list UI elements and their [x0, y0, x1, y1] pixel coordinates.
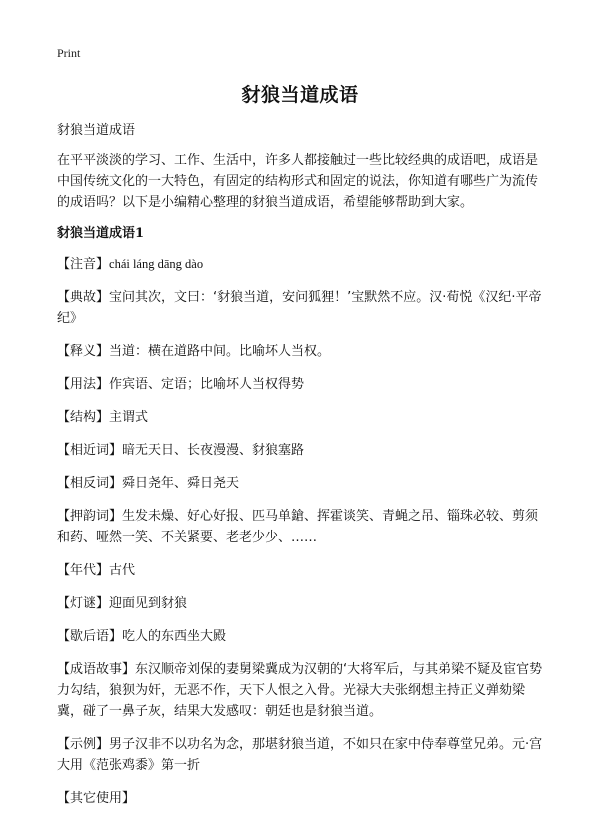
entry-value: 古代	[109, 563, 136, 578]
entry-value: 男子汉非不以功名为念，那堪豺狼当道，不如只在家中侍奉尊堂兄弟。元·宫大用《范张鸡黍》第一折	[57, 737, 543, 773]
entry-example	[57, 734, 545, 776]
entry-value: 舜日尧年、舜日尧天	[122, 476, 240, 491]
entry-era	[57, 560, 545, 581]
entry-label: 【典故】	[57, 290, 110, 305]
entry-value: 迎面见到豺狼	[109, 596, 188, 611]
intro-paragraph: 在平平淡淡的学习、工作、生活中，许多人都接触过一些比较经典的成语吧，成语是中国传统文化的一大特色，有固定的结构形式和固定的说法，你知道有哪些广为流传的成语吗？以下是小编精心整理的豺狼当道成语，希望能够帮助到大家。	[57, 153, 539, 210]
entry-label: 【成语故事】	[57, 662, 136, 677]
entry-value: 东汉顺帝刘保的妻舅梁冀成为汉朝的‘大将军后，与其弟梁不疑及宦官势力勾结，狼狈为奸，无恶不作，天下人恨之入骨。光禄大夫张纲想主持正义弹劾梁冀，碰了一鼻子灰，结果大发感叹：朝廷也是豺狼当道。	[57, 662, 543, 719]
entry-label: 【年代】	[57, 563, 110, 578]
entry-structure	[57, 407, 545, 428]
entry-definition	[57, 341, 545, 362]
page-title: 豺狼当道成语	[241, 84, 359, 106]
article-subtitle: 豺狼当道成语	[57, 123, 136, 138]
entry-value: 生发未燥、好心好报、匹马单鎗、挥霍谈笑、青蝇之吊、锱珠必较、剪须和药、哑然一笑、不关紧要、老老少少、……	[57, 509, 539, 545]
print-link[interactable]: Print	[57, 46, 81, 60]
entry-label: 【歇后语】	[57, 629, 123, 644]
entry-other-usage	[57, 788, 545, 809]
entry-allusion	[57, 287, 545, 329]
article-body	[57, 120, 545, 821]
entry-value: 当道：横在道路中间。比喻坏人当权。	[109, 344, 331, 359]
entry-antonyms	[57, 473, 545, 494]
entry-xiehouyu	[57, 626, 545, 647]
entry-story	[57, 659, 545, 722]
entry-label: 【注音】	[57, 257, 110, 272]
entry-label: 【相近词】	[57, 443, 123, 458]
entry-rhymes	[57, 506, 545, 548]
entry-value: 宝问其次，文曰：‘豺狼当道，安问狐狸！’宝默然不应。汉·荀悦《汉纪·平帝纪》	[57, 290, 542, 326]
entry-label: 【灯谜】	[57, 596, 110, 611]
entry-value: 吃人的东西坐大殿	[122, 629, 227, 644]
section-heading: 豺狼当道成语1	[57, 226, 145, 241]
entry-label: 【示例】	[57, 737, 110, 752]
entry-label: 【押韵词】	[57, 509, 123, 524]
entry-value: chái láng dāng dào	[109, 257, 204, 271]
entry-pronunciation	[57, 254, 545, 275]
entry-value: 作宾语、定语；比喻坏人当权得势	[109, 377, 305, 392]
entry-label: 【用法】	[57, 377, 110, 392]
entry-label: 【其它使用】	[57, 791, 136, 806]
entry-value: 暗无天日、长夜漫漫、豺狼塞路	[122, 443, 305, 458]
entry-label: 【相反词】	[57, 476, 123, 491]
entry-label: 【释义】	[57, 344, 110, 359]
entry-value: 主谓式	[109, 410, 149, 425]
entry-synonyms	[57, 440, 545, 461]
entry-label: 【结构】	[57, 410, 110, 425]
entry-riddle	[57, 593, 545, 614]
entry-usage	[57, 374, 545, 395]
